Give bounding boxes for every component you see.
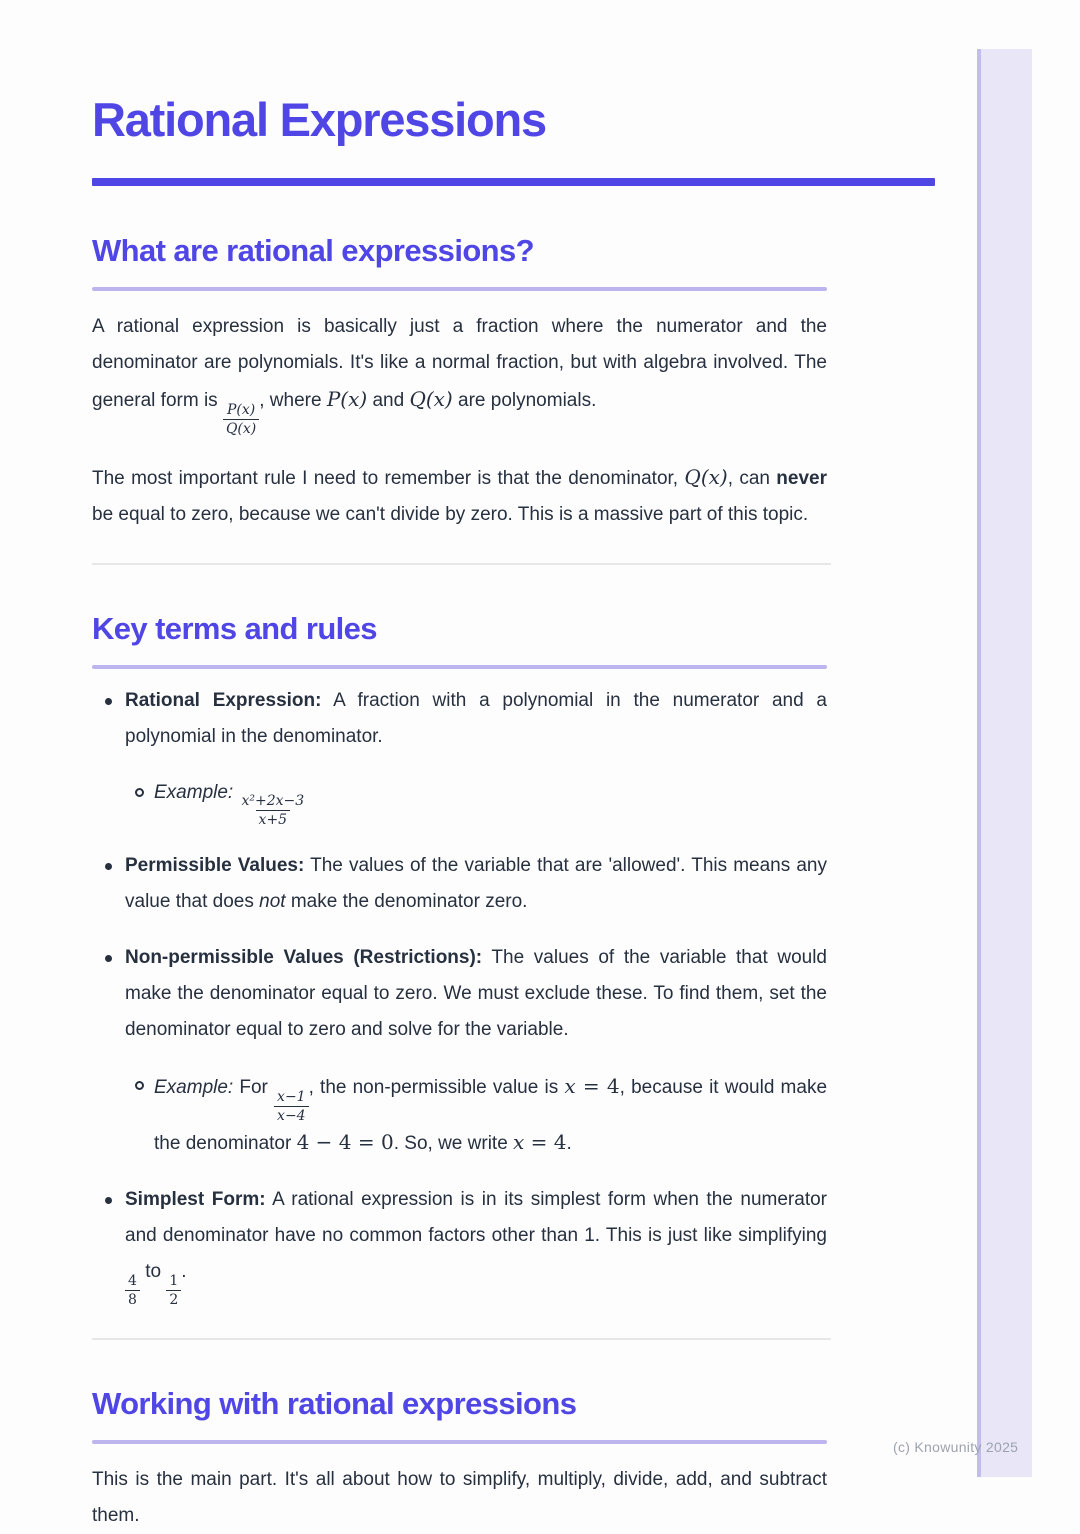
next-page-edge — [977, 49, 1032, 1477]
bullet-dot-icon — [105, 1197, 112, 1204]
heading-underline — [92, 287, 827, 291]
section-divider — [92, 1338, 831, 1340]
math-inline: Q(x) — [684, 464, 728, 489]
math-inline: Q(x) — [409, 387, 453, 411]
list-item-text — [125, 848, 827, 920]
title-underline — [92, 178, 935, 186]
text-run: . — [181, 1261, 187, 1283]
text-run: , because it would make the denominator — [154, 1077, 828, 1155]
text-run: , where — [259, 390, 327, 411]
page-title: Rational Expressions — [92, 93, 546, 146]
fraction-numerator: 1 — [169, 1272, 179, 1289]
paragraph — [92, 459, 827, 533]
text-run: make the denominator zero. — [285, 891, 528, 913]
text-run: The values of the variable that would make the denominator equal to zero. We must exclude these. To find them, set the denominator equal to zero and solve for the variable. — [125, 947, 827, 1041]
math-inline: = 4 — [524, 1130, 567, 1155]
math-fraction — [125, 1273, 140, 1308]
list-item-text — [125, 1182, 827, 1308]
math-fraction-example — [238, 793, 307, 828]
math-fraction — [166, 1273, 181, 1308]
section-heading-working-with-rational-expressions: Working with rational expressions — [92, 1385, 577, 1421]
text-run: This is the main part. It's all about how to simplify, multiply, divide, add, and subtract them. — [92, 1468, 827, 1526]
fraction-denominator: 8 — [125, 1290, 140, 1308]
heading-underline — [92, 1440, 827, 1444]
bullet-dot-icon — [105, 863, 112, 870]
sub-list-item-example — [92, 775, 827, 829]
text-run: The most important rule I need to remember is that the denominator, — [92, 467, 685, 489]
bullet-dot-icon — [105, 955, 112, 962]
fraction-numerator: 4 — [128, 1272, 137, 1289]
bullet-circle-icon — [135, 788, 144, 797]
text-run: A fraction with a polynomial in the numerator and a polynomial in the denominator. — [125, 689, 827, 747]
text-run: and — [367, 390, 410, 411]
text-run: , can — [727, 467, 777, 489]
fraction-denominator: x−4 — [274, 1106, 309, 1124]
sub-list-item-example — [92, 1068, 827, 1162]
text-run: be equal to zero, because we can't divide by zero. This is a massive part of this topic. — [92, 503, 809, 525]
document-page — [92, 0, 827, 1534]
fraction-numerator: x²+2x−3 — [241, 793, 305, 810]
fraction-denominator: 2 — [166, 1290, 181, 1308]
list-item-rational-expression — [92, 683, 827, 755]
paragraph — [92, 1462, 827, 1534]
term-label: Rational Expression: — [125, 689, 322, 711]
list-item-text — [154, 775, 827, 829]
text-run: . So, we write — [393, 1133, 514, 1155]
fraction-numerator: P(x) — [226, 401, 256, 418]
list-item-text — [154, 1068, 827, 1162]
heading-underline — [92, 665, 827, 669]
example-label: Example: — [154, 1077, 234, 1099]
math-variable: x — [564, 1074, 576, 1099]
text-run: A rational expression is basically just a fraction where the numerator and the denominator are polynomials. It's like a normal fraction, but with algebra involved. The general form is — [92, 316, 827, 411]
list-item-text — [125, 940, 827, 1048]
list-item-non-permissible-values — [92, 940, 827, 1048]
list-item-simplest-form — [92, 1182, 827, 1308]
copyright-notice: (c) Knowunity 2025 — [893, 1439, 1019, 1455]
text-run: . — [566, 1133, 572, 1155]
list-item-text — [125, 683, 827, 755]
math-variable: x — [513, 1130, 525, 1155]
math-inline: 4 − 4 = 0 — [296, 1130, 394, 1155]
section-divider — [92, 563, 831, 565]
text-run: For — [233, 1077, 275, 1099]
math-inline: = 4 — [575, 1074, 620, 1099]
bullet-circle-icon — [135, 1081, 144, 1090]
section-heading-key-terms-and-rules: Key terms and rules — [92, 610, 377, 646]
math-inline: P(x) — [326, 387, 368, 411]
math-fraction-general-form — [223, 402, 259, 437]
term-label: Simplest Form: — [125, 1189, 266, 1211]
key-terms-list — [92, 683, 827, 1308]
text-run: to — [139, 1261, 167, 1283]
fraction-numerator: x−1 — [277, 1089, 306, 1106]
fraction-denominator: x+5 — [256, 810, 291, 828]
term-label: Permissible Values: — [125, 855, 305, 877]
section-heading-what-are-rational-expressions: What are rational expressions? — [92, 233, 534, 268]
italic-run: not — [259, 891, 286, 913]
list-item-permissible-values — [92, 848, 827, 920]
text-run: are polynomials. — [452, 390, 597, 411]
bullet-dot-icon — [105, 698, 112, 705]
text-run: , the non-permissible value is — [308, 1077, 565, 1099]
bold-run: never — [776, 467, 827, 489]
example-label: Example: — [154, 781, 239, 803]
math-fraction-example — [274, 1089, 309, 1124]
text-run: The values of the variable that are 'allowed'. This means any value that does — [125, 855, 827, 913]
paragraph — [92, 309, 827, 437]
text-run: A rational expression is in its simplest form when the numerator and denominator have no common factors other than 1. This is just like simplifying — [125, 1189, 827, 1247]
term-label: Non-permissible Values (Restrictions): — [125, 947, 483, 969]
fraction-denominator: Q(x) — [223, 419, 259, 437]
